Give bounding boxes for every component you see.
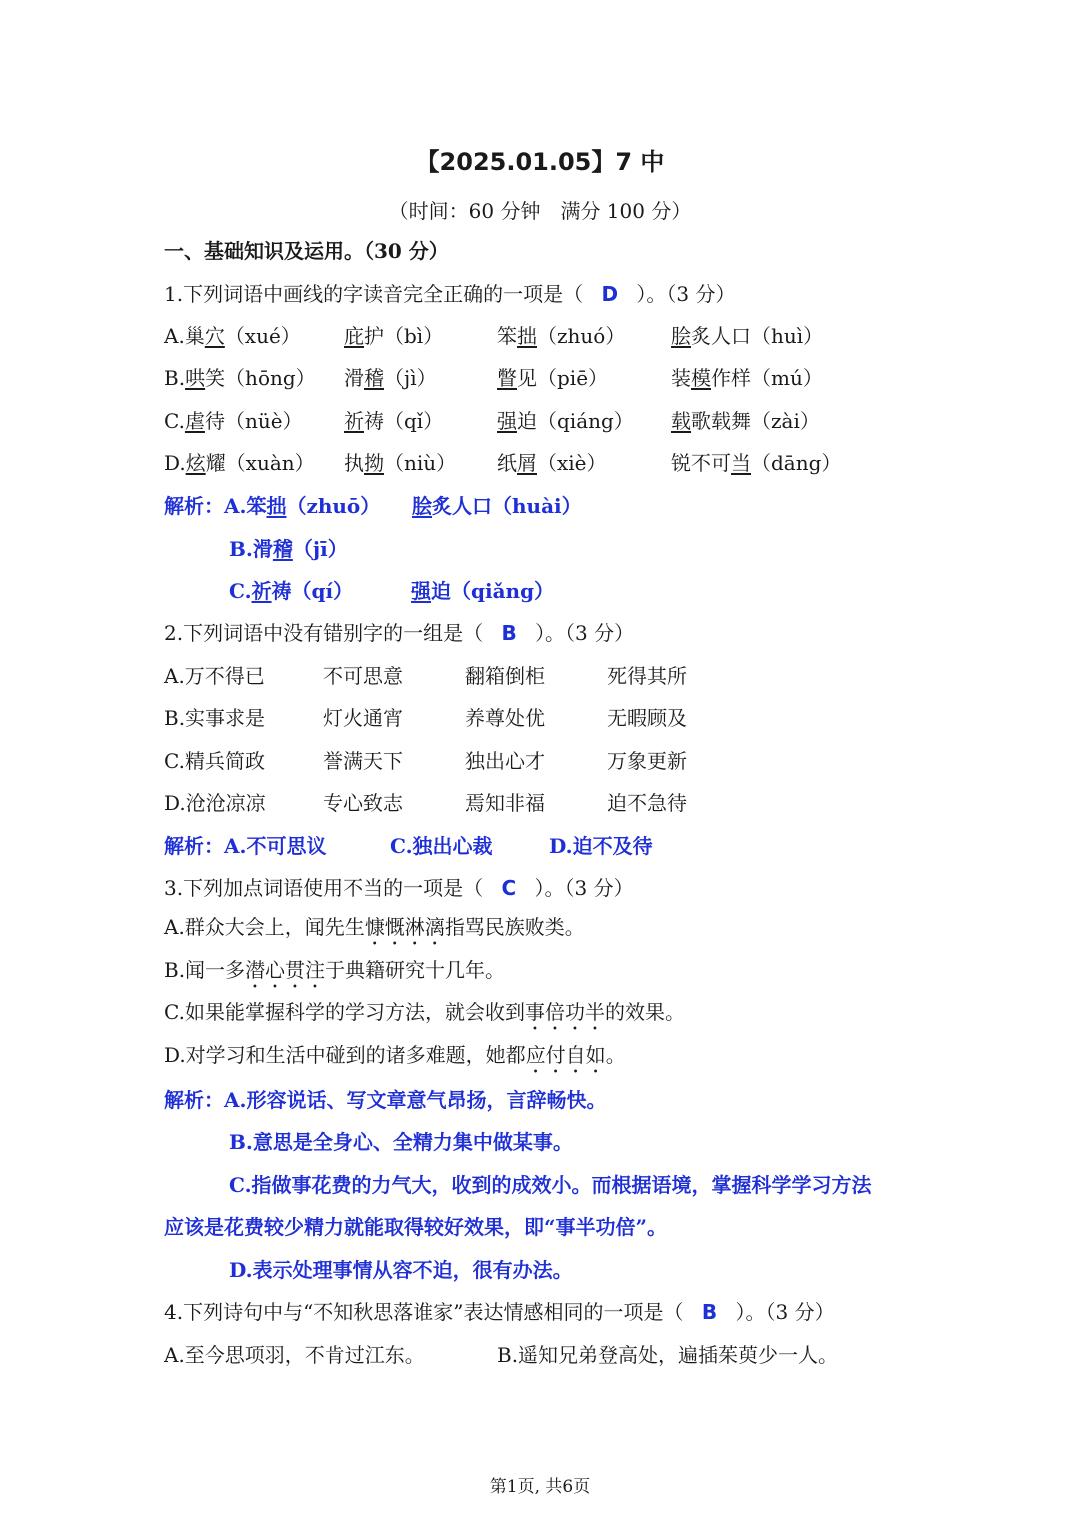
q4-option-a: A.至今思项羽，不肯过江东。: [164, 1343, 425, 1367]
q3-explanation-5: D.表示处理事情从容不迫，很有办法。: [229, 1258, 573, 1282]
stem-text: 2.下列词语中没有错别字的一组是（: [164, 621, 484, 645]
page-number: 第1页, 共6页: [489, 1477, 591, 1497]
stem-score: ）。（3 分）: [636, 282, 736, 306]
page-title: 【2025.01.05】7 中: [415, 148, 665, 176]
stem-text: 3.下列加点词语使用不当的一项是（: [164, 876, 484, 900]
stem-score: ）。（3 分）: [535, 621, 635, 645]
exam-page: 【2025.01.05】7 中 （时间：60 分钟 满分 100 分） 一、基础知识及运用。（30 分） 1.下列词语中画线的字读音完全正确的一项是（ D ）。（3 分） A.巢穴（xué） 庇护（bì） 笨拙（zhuó） 脍炙人口（huì） B.哄笑（hōng） 滑稽（jì） 瞥见（piē） 装模作样（mú） C.虐待（nüè） 祈祷（qǐ） 强迫（qiáng） 载歌载舞（zài） D.炫耀（xuàn） 执拗（niù） 纸屑（xiè） 锐不可当（dāng） 解析：A.笨拙（zhuō） 脍炙人口（huài） B.滑稽（jī） C.祈祷（qí） 强迫（qiǎng） 2.下列词语中没有错别字的一组是（ B ）。（3 分） A.万不得已 不可思意 翻箱倒柜 死得其所 B.实事求是 灯火通宵 养尊处优 无暇顾及 C.精兵简政 誉满天下 独出心才 万象更新 D.沧沧凉凉 专心致志 焉知非福 迫不急待 解析：A.不可思议 C.独出心裁 D.迫不及待 3.下列加点词语使用不当的一项是（ C ）。（3 分） A.群众大会上，闻先生慷慨淋漓指骂民族败类。 B.闻一多潜心贯注于典籍研究十几年。 C.如果能掌握科学的学习方法，就会收到事倍功半的效果。 D.对学习和生活中碰到的诸多难题，她都应付自如。 解析：A.形容说话、写文章意气昂扬，言辞畅快。 B.意思是全身心、全精力集中做某事。 C.指做事花费的力气大，收到的成效小。而根据语境，掌握科学学习方法 应该是花费较少精力就能取得较好效果，即“事半功倍”。 D.表示处理事情从容不迫，很有办法。 4.下列诗句中与“不知秋思落谁家”表达情感相同的一项是（ B ）。（3 分） A.至今思项羽，不肯过江东。 B.遥知兄弟登高处，遍插茱萸少一人。 第1页, 共6页: [0, 0, 1080, 1527]
answer-mark: D: [601, 282, 619, 306]
q3-explanation-1: 解析：A.形容说话、写文章意气昂扬，言辞畅快。: [164, 1088, 607, 1112]
q3-option-a: A.群众大会上，闻先生慷慨淋漓指骂民族败类。: [164, 915, 585, 939]
q3-option-b: B.闻一多潜心贯注于典籍研究十几年。: [164, 958, 506, 982]
answer-mark: B: [701, 1300, 718, 1324]
q3-option-c: C.如果能掌握科学的学习方法，就会收到事倍功半的效果。: [164, 1000, 685, 1024]
q3-explanation-3: C.指做事花费的力气大，收到的成效小。而根据语境，掌握科学学习方法: [229, 1173, 872, 1197]
question-1-stem: [164, 280, 736, 308]
q1-explanation-2: B.滑稽（jī）: [229, 537, 348, 561]
stem-score: ）。（3 分）: [735, 1300, 835, 1324]
question-2-stem: [164, 619, 634, 647]
q4-option-b: B.遥知兄弟登高处，遍插茱萸少一人。: [497, 1343, 839, 1367]
section-heading: 一、基础知识及运用。（30 分）: [164, 239, 449, 263]
stem-text: 4.下列诗句中与“不知秋思落谁家”表达情感相同的一项是（: [164, 1300, 684, 1324]
stem-text: 1.下列词语中画线的字读音完全正确的一项是（: [164, 282, 584, 306]
answer-mark: B: [501, 621, 517, 645]
q3-option-d: D.对学习和生活中碰到的诸多难题，她都应付自如。: [164, 1043, 626, 1067]
q3-explanation-4: 应该是花费较少精力就能取得较好效果，即“事半功倍”。: [164, 1215, 668, 1239]
question-3-stem: [164, 874, 634, 902]
q3-explanation-2: B.意思是全身心、全精力集中做某事。: [229, 1130, 573, 1154]
answer-mark: C: [501, 876, 517, 900]
stem-score: ）。（3 分）: [534, 876, 634, 900]
question-4-stem: [164, 1298, 835, 1326]
exam-info: （时间：60 分钟 满分 100 分）: [388, 199, 692, 223]
